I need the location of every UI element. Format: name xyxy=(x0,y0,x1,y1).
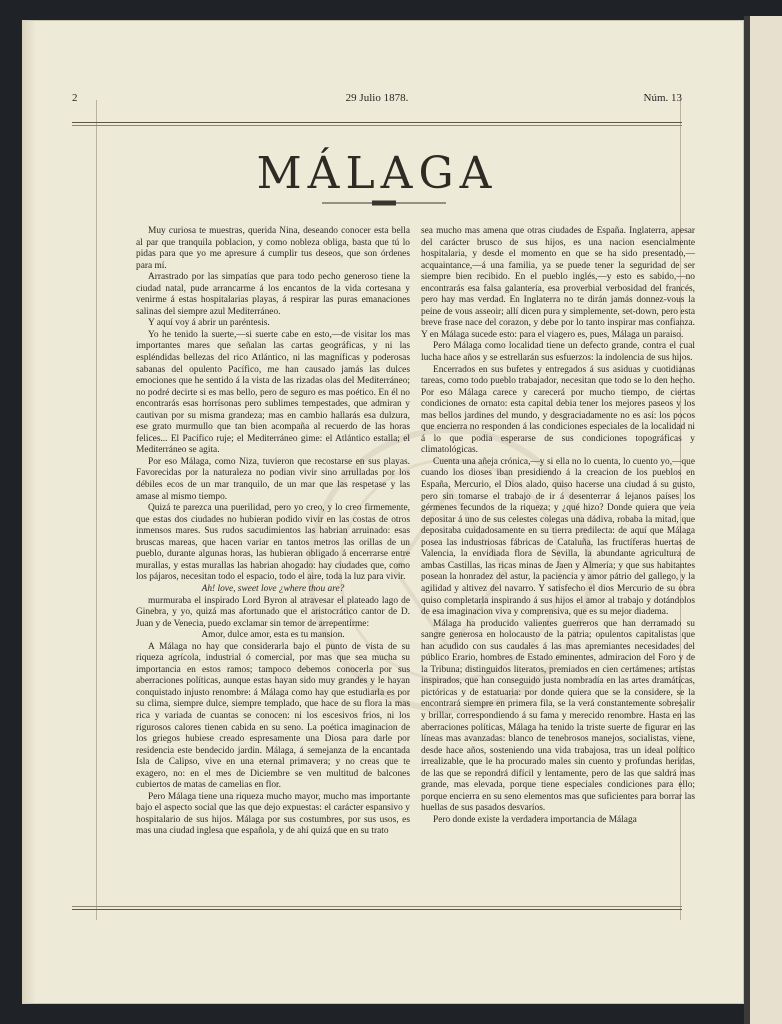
article-paragraph: Por eso Málaga, como Niza, tuvieron que recostarse en sus playas. Favorecidas por la naturaleza no podian vivir sino arrulladas por los débiles ecos de un mar tranquilo, de un mar que las respetase y las amase al mismo tiempo. xyxy=(136,456,410,502)
header-rule xyxy=(72,122,682,123)
issue-date: 29 Julio 1878. xyxy=(345,92,409,104)
article-paragraph: A Málaga no hay que considerarla bajo el punto de vista de su riqueza agrícola, industrial ó comercial, por mas que sea mucha su importancia en estos ramos; tampoco debemos conocerla por sus aberraciones políticas, aunque estas hayan sido muy grandes y le hayan conquistado injusto renombre: á Málaga como hay que estudiarla es por su clima, siempre dulce, siempre templado, que hace de su flora la mas rica y variada de cuantas se conocen: ni los escesivos frios, ni los rigurosos calores tienen cabida en su seno. La poética imaginacion de los griegos hubiese creado espresamente una Diosa para darle por residencia este bendecido jardin. Málaga, á semejanza de la encantada Isla de Calipso, vive en una eternal primavera; y no creas que te exagero, no: en el mes de Diciembre se ven multitud de balcones cubiertos de matas de camelias en flor. xyxy=(136,641,410,791)
article-paragraph: Cuenta una añeja crónica,—y si ella no lo cuenta, lo cuento yo,—que cuando los dioses iban presidiendo á la creacion de los pueblos en España, Mercurio, el Dios alado, quiso hacerse una ciudad á su gusto, pero sin tomarse el trabajo de ir á desenterrar á lejanos países los gérmenes fecundos de la riqueza; y ¿qué hizo? Donde quiera que veia depositar á uno de sus celestes colegas una dádiva, robaba la mitad, que depositaba cuidadosamente en su tierra predilecta: de aquí que Málaga posea las industriosas fábricas de Cataluña, las fructíferas huertas de Valencia, la envidiada flora de Sevilla, la abundante agricultura de ambas Castillas, las ricas minas de Jaen y Almería; y que sus habitantes posean la honradez del astur, la paciencia y amor pátrio del gallego, y la agilidad y altivez del navarro. Y satisfecho el dios Mercurio de su obra quiso completarla inspirando á sus hijos el amor al trabajo y dotándolos de esa imaginacion viva y comprensiva, que es su mejor diadema. xyxy=(421,456,695,618)
article-paragraph: Málaga ha producido valientes guerreros que han derramado su sangre generosa en holocausto de la patria; opulentos capitalistas que han acudido con sus caudales á las mas apremiantes necesidades del público Erario, hombres de Estado eminentes, admiracion del Foro y de la Tribuna; distinguidos literatos, premiados en cien certámenes; artistas inspirados, que han conseguido justa nombradía en las artes dramáticas, pictóricas y de estatuaria: por donde quiera que se la considere, se la encontrará siempre en primera fila, se la verá constantemente sobresalir y brillar, correspondiendo á su fama y merecido renombre. Hasta en las aberraciones políticas, Málaga ha tenido la triste suerte de figurar en las líneas mas avanzadas: blanco de tenebrosos manejos, socialistas, viene, desde hace años, sosteniendo una vida trabajosa, tras un ideal político irrealizable, que le ha procurado males sin cuento y profundas heridas, de las que se repondrá difícil y lentamente, pero de las que saldrá mas grande, mas elevada, porque tiene especiales condiciones para ello; porque encierra en su seno elementos mas que suficientes para borrar las huellas de sus pasados desvaríos. xyxy=(421,618,695,814)
article-paragraph: Amor, dulce amor, esta es tu mansion. xyxy=(201,630,345,641)
article-paragraph: Arrastrado por las simpatías que para todo pecho generoso tiene la ciudad natal, pude arrancarme á los encantos de la vida cortesana y venirme á estas hospitalarias playas, á respirar las puras emanaciones salinas del siempre azul Mediterráneo. xyxy=(136,272,410,317)
article-column-left xyxy=(136,226,410,838)
backdrop-binding-strip xyxy=(744,16,750,1024)
article-paragraph: Y aquí voy á abrir un paréntesis. xyxy=(148,318,270,329)
page-header xyxy=(72,92,682,122)
article-paragraph: Encerrados en sus bufetes y entregados á sus asiduas y cuotidianas tareas, como todo pueblo trabajador, necesitan que todo se lo den hecho. Por eso Málaga carece y carecerá por mucho tiempo, de ciertas condiciones de ornato: esta capital debia tener los mejores paseos y los mas bellos jardines del mundo, y desgraciadamente no es así: los pocos que encierra no responden á las condiciones especiales de la localidad ni á lo que podia esperarse de sus condiciones topográficas y climatológicas. xyxy=(421,364,695,456)
page-gutter-shade xyxy=(22,20,36,1004)
article-paragraph: murmuraba el inspirado Lord Byron al atravesar el plateado lago de Ginebra, y yo, quizá mas afortunado que el aristocrático cantor de D. Juan y de Venecia, puedo exclamar sin temor de arrepentirme: xyxy=(136,595,410,629)
article-paragraph: Pero donde existe la verdadera importancia de Málaga xyxy=(433,814,637,825)
footer-rule-secondary xyxy=(72,909,682,910)
article-paragraph: Yo he tenido la suerte,—si suerte cabe en esto,—de visitar los mas importantes mares que señalan las cartas geográficas, y ni las espléndidas bellezas del rico Atlántico, ni las magníficas y poderosas sabanas del opulento Pacífico, me han causado jamás las dulces emociones que he sentido á la vista de las rizadas olas del Mediterráneo; no podré decirte si es mas bello, pero de seguro es mas poético. En él no encontrarás esas horrísonas pero sublimes tempestades, que admiran y cautivan por su misma grandeza; mas en cambio hallarás esa dulzura, ese grato murmullo que tan bien acompaña al recuerdo de las horas felices... El Pacífico ruje; el Mediterráneo gime: el Atlántico estalla; el Mediterráneo se agita. xyxy=(136,329,410,456)
issue-number: Núm. 13 xyxy=(643,92,682,104)
article-paragraph: sea mucho mas amena que otras ciudades de España. Inglaterra, apesar del carácter brusco de sus hijos, es una nacion esencialmente hospitalaria, y desde el momento en que se ha sido presentado,—acquaintance,—á una familia, ya se puede tener la seguridad de ser siempre bien recibido. En el pueblo inglés,—y esto es sabido,—no encontrarás esa falsa galantería, esa proverbial verbosidad del francés, pero hay mas verdad. En Inglaterra no te dirán jamás donnez-vous la peine de vous asseoir; allí dicen pura y simplemente, set-down, pero esta breve frase nace del corazon, y debe por lo tanto inspirar mas confianza. Y en Málaga sucede esto: para el viagero es, pues, Málaga un paraiso. xyxy=(421,226,695,340)
article-paragraph: Pero Málaga tiene una riqueza mucho mayor, mucho mas importante bajo el aspecto social que las que dejo expuestas: el carácter espansivo y hospitalario de sus hijos. Málaga por sus costumbres, por sus usos, es mas una ciudad inglesa que española, y de ahí quizá que en su trato xyxy=(136,791,410,837)
article-paragraph: Pero Málaga como localidad tiene un defecto grande, contra el cual lucha hace años y se estrellarán sus esfuerzos: la indolencia de sus hijos. xyxy=(421,341,695,364)
page-number: 2 xyxy=(72,92,78,104)
article-title: MÁLAGA xyxy=(256,148,498,199)
article-paragraph: Muy curiosa te muestras, querida Nina, deseando conocer esta bella al par que tranquila poblacion, y como nobleza obliga, basta que tú lo pidas para que yo me apresure á cumplir tus deseos, que son órdenes para mí. xyxy=(136,226,410,271)
article-paragraph: Quizá te parezca una puerilidad, pero yo creo, y lo creo firmemente, que estas dos ciudades no hubieran podido vivir en las costas de otros inmensos mares. Sus rudos sacudimientos las habrian arruinado: esas bruscas mareas, que hacen variar en tantos metros las orillas de un pueblo, durante algunas horas, las hubieran obligado á encerrarse entre murallas, y estas murallas las habrian ahogado: hay ciudades que, como los pájaros, necesitan todo el espacio, todo el aire, toda la luz para vivir. xyxy=(136,503,410,583)
header-rule-secondary xyxy=(72,125,682,126)
title-ornament-divider xyxy=(322,199,446,207)
left-margin-line xyxy=(96,100,97,920)
footer-rule xyxy=(72,906,682,907)
article-paragraph: Ah! love, sweet love ¿where thou are? xyxy=(201,583,345,594)
article-column-right xyxy=(421,226,695,826)
